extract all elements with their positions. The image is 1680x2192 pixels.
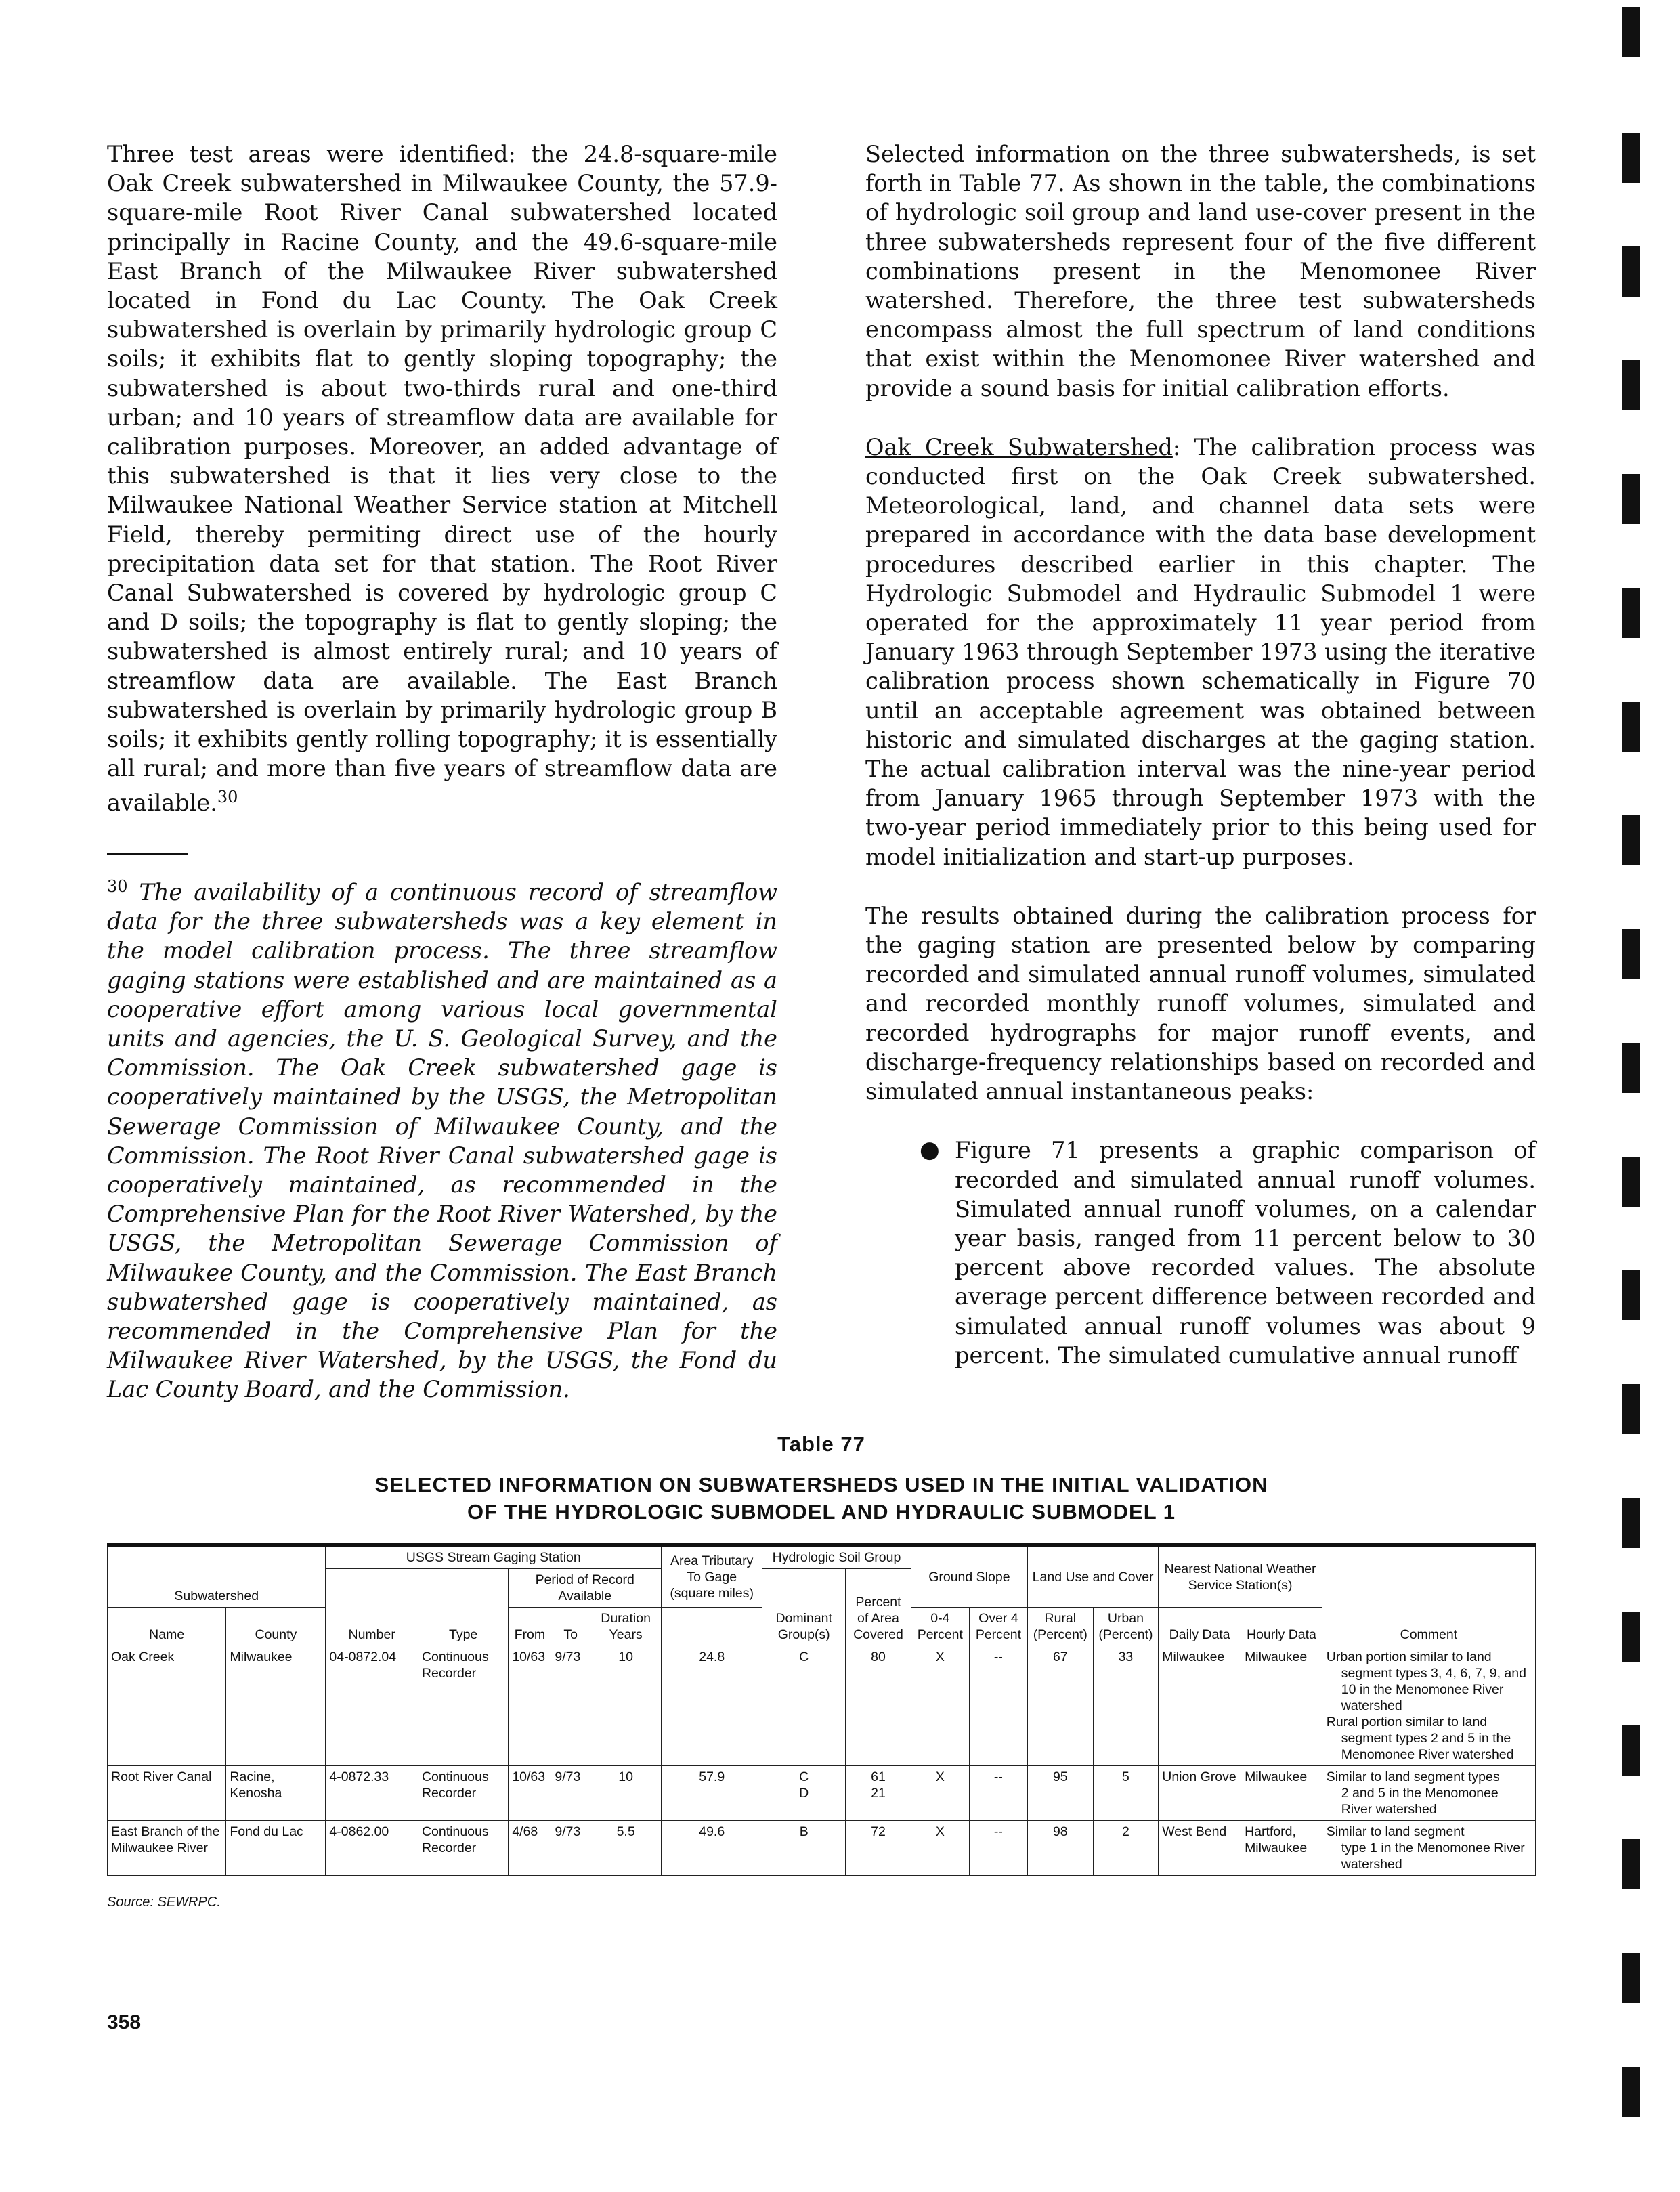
scan-mark: [1622, 1953, 1640, 2003]
bullet-item: ● Figure 71 presents a graphic comparison of recorded and simulated annual runoff volumes. Simulated annual runoff volumes, on a calendar year basis, ranged from 11 percent below to 30 percent above recorded values. The absolute average percent difference between recorded and simulated annual runoff volumes was about 9 percent. The simulated cumulative annual runoff: [920, 1136, 1536, 1370]
scan-mark: [1622, 2067, 1640, 2117]
body-paragraph: Three test areas were identified: the 24.8-square-mile Oak Creek subwatershed in Milwaukee County, the 57.9-square-mile Root River Canal subwatershed located principally in Racine County, and the 49.6-square-mile East Branch of the Milwaukee River subwatershed located in Fond du Lac County. The Oak Creek subwatershed is overlain by primarily hydrologic group C soils; it exhibits flat to gently sloping topography; the subwatershed is about two-thirds rural and one-third urban; and 10 years of streamflow data are available for calibration purposes. Moreover, an added advantage of this subwatershed is that it lies very close to the Milwaukee National Weather Service station at Mitchell Field, thereby permiting direct use of the hourly precipitation data set for that station. The Root River Canal Subwatershed is covered by hydrologic group C and D soils; the topography is flat to gently sloping; the subwatershed is almost entirely rural; and 10 years of streamflow data are available. The East Branch subwatershed is overlain by primarily hydrologic group B soils; it exhibits gently rolling topography; it is essentially all rural; and more than five years of streamflow data are available.$^{30}$: [107, 141, 777, 817]
header-comment: Comment: [1322, 1545, 1535, 1646]
scan-mark: [1622, 246, 1640, 297]
footnote: $^{30}$ The availability of a continuous record of streamflow data for the three subwatersheds was a key element in the model calibration process. The three streamflow gaging stations were established and are maintained as a cooperative effort among various local governmental units and agencies, the U. S. Geological Survey, and the Commission. The Oak Creek subwatershed gage is cooperatively maintained by the USGS, the Metropolitan Sewerage Commission of Milwaukee County, and the Commission. The Root River Canal subwatershed gage is cooperatively maintained, as recommended in the Comprehensive Plan for the Root River Watershed, by the USGS, the Metropolitan Sewerage Commission of Milwaukee County, and the Commission. The East Branch subwatershed gage is cooperatively maintained, as recommended in the Comprehensive Plan for the Milwaukee River Watershed, by the USGS, the Fond du Lac County Board, and the Commission.: [107, 876, 777, 1403]
comment-cell: Similar to land segment types 2 and 5 in the Menomonee River watershed: [1322, 1766, 1535, 1821]
scan-mark: [1622, 1839, 1640, 1889]
table-source: Source: SEWRPC.: [107, 1895, 221, 1910]
header-dominant: Dominant Group(s): [762, 1569, 846, 1646]
page-number: 358: [107, 2011, 142, 2034]
table-row: East Branch of the Milwaukee River Fond du Lac 4-0862.00 Continuous Recorder 4/68 9/73 5.5 49.6 B 72 X -- 98 2 West Bend Hartford, Milwaukee Similar to land segment type 1 in the Menomonee River watershed: [108, 1821, 1536, 1876]
table-number: Table 77: [777, 1432, 865, 1456]
section-heading: Oak Creek Subwatershed: [865, 433, 1173, 460]
header-type: Type: [418, 1569, 508, 1646]
comment-cell: Urban portion similar to land segment types 3, 4, 6, 7, 9, and 10 in the Menomonee River watershed Rural portion similar to land segment types 2 and 5 in the Menomonee River watershed: [1322, 1646, 1535, 1766]
header-rural: Rural (Percent): [1027, 1608, 1093, 1646]
scan-mark: [1622, 929, 1640, 979]
header-land: Land Use and Cover: [1027, 1545, 1158, 1608]
footnote-divider: [107, 853, 188, 855]
scan-mark: [1622, 1612, 1640, 1662]
scan-mark: [1622, 1043, 1640, 1093]
footnote-reference: 30: [217, 788, 238, 807]
header-percent: Percent of Area Covered: [846, 1569, 911, 1646]
header-hourly: Hourly Data: [1241, 1608, 1322, 1646]
scan-mark: [1622, 815, 1640, 865]
header-county: County: [226, 1608, 326, 1646]
header-urban: Urban (Percent): [1093, 1608, 1159, 1646]
scan-mark: [1622, 133, 1640, 183]
header-area: Area Tributary To Gage (square miles): [662, 1545, 762, 1608]
data-table: [107, 1543, 1536, 1876]
header-slope-high: Over 4 Percent: [969, 1608, 1027, 1646]
header-name: Name: [108, 1608, 226, 1646]
header-number: Number: [326, 1569, 418, 1646]
table-row: Root River Canal Racine, Kenosha 4-0872.33 Continuous Recorder 10/63 9/73 10 57.9 C D 61 21 X -- 95 5 Union Grove Milwaukee Similar to land segment types 2 and 5 in the Menomonee River watershed: [108, 1766, 1536, 1821]
scan-mark: [1622, 588, 1640, 638]
scan-mark: [1622, 1725, 1640, 1776]
scan-mark: [1622, 1157, 1640, 1207]
scan-mark: [1622, 360, 1640, 410]
body-paragraph: Oak Creek Subwatershed: The calibration process was conducted first on the Oak Creek subwatershed. Meteorological, land, and channel data sets were prepared in accordance with the data base development procedures described earlier in this chapter. The Hydrologic Submodel and Hydraulic Submodel 1 were operated for the approximately 11 year period from January 1963 through September 1973 using the iterative calibration process shown schematically in Figure 70 until an acceptable agreement was obtained between historic and simulated discharges at the gaging station. The actual calibration interval was the nine-year period from January 1965 through September 1973 with the two-year period immediately prior to this being used for model initialization and start-up purposes.: [865, 433, 1536, 870]
header-row: [108, 1545, 1536, 1569]
bullet-icon: ●: [920, 1136, 940, 1164]
scan-mark: [1622, 7, 1640, 57]
scan-mark: [1622, 1270, 1640, 1320]
header-period: Period of Record Available: [509, 1569, 662, 1608]
table-row: Oak Creek Milwaukee 04-0872.04 Continuous Recorder 10/63 9/73 10 24.8 C 80 X -- 67 33 Milwaukee Milwaukee Urban portion similar to land segment types 3, 4, 6, 7, 9, and 10 in the Menomonee River watershed Rural portion similar to land segment types 2 and 5 in the Menomonee River watershed: [108, 1646, 1536, 1766]
scan-mark: [1622, 474, 1640, 524]
header-subwatershed: Subwatershed: [108, 1545, 326, 1608]
left-column: [107, 139, 777, 1404]
footnote-number: 30: [107, 876, 128, 896]
table-77: [107, 1432, 1536, 1910]
header-weather: Nearest National Weather Service Station(s): [1159, 1545, 1322, 1608]
body-paragraph: The results obtained during the calibration process for the gaging station are presented below by comparing recorded and simulated annual runoff volumes, simulated and recorded monthly runoff volumes, simulated and recorded hydrographs for major runoff events, and discharge-frequency relationships based on recorded and simulated annual instantaneous peaks:: [865, 902, 1536, 1105]
header-slope-low: 0-4 Percent: [911, 1608, 969, 1646]
header-slope: Ground Slope: [911, 1545, 1027, 1608]
comment-cell: Similar to land segment type 1 in the Menomonee River watershed: [1322, 1821, 1535, 1876]
scan-mark: [1622, 702, 1640, 752]
header-to: To: [551, 1608, 590, 1646]
header-duration: Duration Years: [590, 1608, 662, 1646]
table-title: SELECTED INFORMATION ON SUBWATERSHEDS USED IN THE INITIAL VALIDATION OF THE HYDROLOGIC SUBMODEL AND HYDRAULIC SUBMODEL 1: [374, 1473, 1268, 1524]
body-paragraph: Selected information on the three subwatersheds, is set forth in Table 77. As shown in the table, the combinations of hydrologic soil group and land use-cover present in the three subwatersheds represent four of the five different combinations present in the Menomonee River watershed. Therefore, the three test subwatersheds encompass almost the full spectrum of land conditions that exist within the Menomonee River watershed and provide a sound basis for initial calibration efforts.: [865, 141, 1536, 402]
header-daily: Daily Data: [1159, 1608, 1241, 1646]
scan-mark: [1622, 1498, 1640, 1548]
header-hydro: Hydrologic Soil Group: [762, 1545, 911, 1569]
right-column: [865, 139, 1536, 1370]
header-usgs: USGS Stream Gaging Station: [326, 1545, 662, 1569]
scan-mark: [1622, 1384, 1640, 1434]
header-from: From: [509, 1608, 551, 1646]
